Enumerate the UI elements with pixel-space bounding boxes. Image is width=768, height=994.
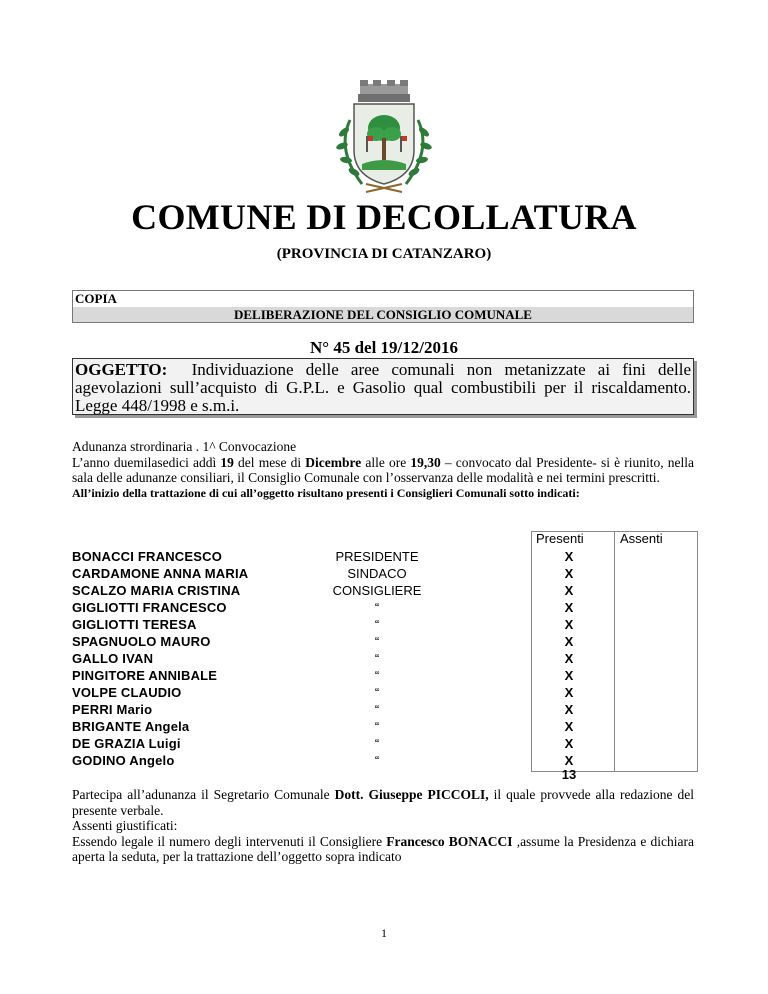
councillor-name: GODINO Angelo <box>72 753 175 768</box>
present-mark: X <box>564 702 574 717</box>
present-mark: X <box>564 634 574 649</box>
councillor-role: “ <box>374 668 380 683</box>
councillor-name: BRIGANTE Angela <box>72 719 190 734</box>
present-column-header: Presenti <box>536 531 584 546</box>
presidency-paragraph: Essendo legale il numero degli intervenuti il Consigliere Francesco BONACCI ,assume la Presidenza e dichiara aperta la seduta, per la trattazione dell’oggetto sopra indicato <box>72 833 694 864</box>
councillor-role: “ <box>374 702 380 717</box>
councillor-role: “ <box>374 736 380 751</box>
councillor-role: CONSIGLIERE <box>332 583 422 598</box>
session-type: Adunanza strordinaria . 1^ Convocazione <box>72 439 297 454</box>
intro-section <box>72 439 694 501</box>
meeting-day: 19 <box>220 454 234 470</box>
councillor-name: PERRI Mario <box>72 702 153 717</box>
table-row <box>72 735 698 752</box>
copy-label: COPIA <box>75 291 117 306</box>
deliberation-label: DELIBERAZIONE DEL CONSIGLIO COMUNALE <box>73 307 693 322</box>
table-row <box>72 701 698 718</box>
present-mark: X <box>564 600 574 615</box>
deliberation-number: N° 45 del 19/12/2016 <box>310 338 458 357</box>
councillor-name: PINGITORE ANNIBALE <box>72 668 218 683</box>
councillor-name: SCALZO MARIA CRISTINA <box>72 583 241 598</box>
councillor-role: “ <box>374 600 380 615</box>
present-mark: X <box>564 719 574 734</box>
present-mark: X <box>564 685 574 700</box>
table-row <box>72 616 698 633</box>
councillor-role: “ <box>374 634 380 649</box>
table-row <box>72 565 698 582</box>
president-name: Francesco BONACCI <box>386 833 513 849</box>
closing-section <box>72 787 694 865</box>
attendance-note: All’inizio della trattazione di cui all’oggetto risultano presenti i Consiglieri Comunali sotto indicati: <box>72 485 580 500</box>
councillor-role: “ <box>374 685 380 700</box>
councillor-name: VOLPE CLAUDIO <box>72 685 182 700</box>
page-number: 1 <box>381 926 387 940</box>
document-header-box <box>72 290 694 323</box>
councillor-name: GIGLIOTTI TERESA <box>72 617 197 632</box>
table-row <box>72 684 698 701</box>
table-row <box>72 650 698 667</box>
table-row <box>72 633 698 650</box>
municipality-title: COMUNE DI DECOLLATURA <box>131 197 637 237</box>
convocation-paragraph: L’anno duemilasedici addì 19 del mese di Dicembre alle ore 19,30 – convocato dal Presidente- si è riunito, nella sala delle adunanze consiliari, il Consiglio Comunale con l’osservanza delle modalità e nei termini prescritti. <box>72 454 694 485</box>
table-row <box>72 599 698 616</box>
present-mark: X <box>564 549 574 564</box>
justified-absences: Assenti giustificati: <box>72 818 178 833</box>
present-mark: X <box>564 736 574 751</box>
present-mark: X <box>564 651 574 666</box>
secretary-name: Dott. Giuseppe PICCOLI, <box>334 787 489 802</box>
subject-text: Individuazione delle aree comunali non metanizzate ai fini delle agevolazioni sull’acquisto di G.P.L. e Gasolio qual combustibili per il riscaldamento. Legge 448/1998 e s.m.i. <box>75 360 692 415</box>
present-mark: X <box>564 583 574 598</box>
meeting-time: 19,30 <box>410 454 441 470</box>
table-row <box>72 667 698 684</box>
councillor-name: DE GRAZIA Luigi <box>72 736 181 751</box>
councillor-name: GALLO IVAN <box>72 651 154 666</box>
subject-box <box>72 358 694 415</box>
councillor-role: “ <box>374 719 380 734</box>
secretary-paragraph: Partecipa all’adunanza il Segretario Comunale Dott. Giuseppe PICCOLI, il quale provvede alla redazione del presente verbale. <box>72 787 694 818</box>
councillor-role: SINDACO <box>347 566 407 581</box>
present-mark: X <box>564 566 574 581</box>
councillor-role: “ <box>374 617 380 632</box>
municipal-crest-icon <box>322 80 446 198</box>
present-mark: X <box>564 753 574 768</box>
present-mark: X <box>564 617 574 632</box>
councillor-role: “ <box>374 651 380 666</box>
table-row <box>72 582 698 599</box>
councillor-role: “ <box>374 753 380 768</box>
meeting-month: Dicembre <box>305 454 362 470</box>
councillor-name: SPAGNUOLO MAURO <box>72 634 211 649</box>
councillor-role: PRESIDENTE <box>335 549 419 564</box>
absent-column-header: Assenti <box>620 531 663 546</box>
councillor-name: BONACCI FRANCESCO <box>72 549 223 564</box>
table-row <box>72 718 698 735</box>
subject-label: OGGETTO: <box>75 360 168 379</box>
present-mark: X <box>564 668 574 683</box>
councillor-name: GIGLIOTTI FRANCESCO <box>72 600 227 615</box>
councillor-name: CARDAMONE ANNA MARIA <box>72 566 249 581</box>
table-row <box>72 548 698 565</box>
table-row <box>72 752 698 769</box>
present-total: 13 <box>561 767 577 782</box>
province-subtitle: (PROVINCIA DI CATANZARO) <box>276 246 492 262</box>
